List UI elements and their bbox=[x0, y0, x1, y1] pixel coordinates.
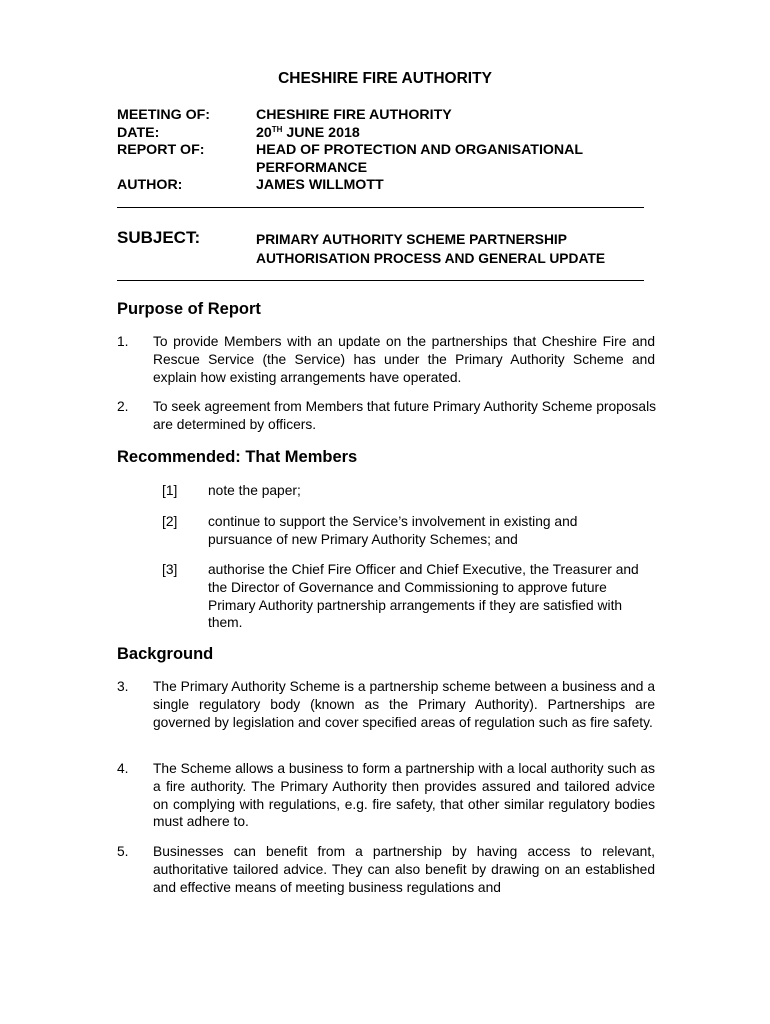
meta-value-author: JAMES WILLMOTT bbox=[256, 177, 384, 193]
recommendation-text: authorise the Chief Fire Officer and Chief Executive, the Treasurer and the Director of Governance and Commissioning to approve future Primary Authority partnership arrangements if they are satisfied with them. bbox=[208, 562, 639, 631]
paragraph-number: 5. bbox=[117, 844, 129, 859]
recommendation-number: [3] bbox=[162, 562, 178, 577]
recommendation-text: note the paper; bbox=[208, 483, 301, 498]
recommendation-text: continue to support the Service’s involvement in existing and pursuance of new Primary Authority Schemes; and bbox=[208, 514, 578, 547]
date-month-year: JUNE 2018 bbox=[282, 124, 360, 141]
meta-label-report: REPORT OF: bbox=[117, 142, 205, 158]
paragraph-number: 3. bbox=[117, 679, 129, 694]
divider-top bbox=[117, 207, 644, 208]
paragraph-text: To seek agreement from Members that future Primary Authority Scheme proposals are determined by officers. bbox=[153, 399, 657, 432]
background-heading: Background bbox=[117, 645, 214, 663]
paragraph-number: 2. bbox=[117, 399, 129, 414]
paragraph-text: The Scheme allows a business to form a partnership with a local authority such as a fire authority. The Primary Authority then provides assured and tailored advice on complying with regulations, e.g. fire safety, that other similar regulatory bodies must adhere to. bbox=[153, 761, 655, 830]
meta-value-date bbox=[256, 125, 656, 143]
meta-label-meeting: MEETING OF: bbox=[117, 107, 211, 123]
paragraph-text: To provide Members with an update on the partnerships that Cheshire Fire and Rescue Service (the Service) has under the Primary Authority Scheme and explain how existing arrangements have operated. bbox=[153, 334, 655, 385]
date-ordinal: TH bbox=[271, 124, 283, 134]
meta-label-author: AUTHOR: bbox=[117, 177, 183, 193]
paragraph-number: 4. bbox=[117, 761, 129, 776]
subject-value: PRIMARY AUTHORITY SCHEME PARTNERSHIP AUTHORISATION PROCESS AND GENERAL UPDATE bbox=[256, 232, 606, 266]
meta-value-meeting: CHESHIRE FIRE AUTHORITY bbox=[256, 107, 452, 123]
purpose-heading: Purpose of Report bbox=[117, 300, 261, 318]
paragraph-number: 1. bbox=[117, 334, 129, 349]
subject-label: SUBJECT: bbox=[117, 228, 201, 247]
recommendation-number: [2] bbox=[162, 514, 178, 529]
recommendation-number: [1] bbox=[162, 483, 178, 498]
meta-value-report: HEAD OF PROTECTION AND ORGANISATIONAL PERFORMANCE bbox=[256, 142, 583, 176]
recommended-heading: Recommended: That Members bbox=[117, 448, 358, 466]
paragraph-text: Businesses can benefit from a partnership by having access to relevant, authoritative tailored advice. They can also benefit by drawing on an established and effective means of meeting business regulations and bbox=[153, 844, 655, 895]
date-day: 20 bbox=[256, 124, 272, 141]
meta-label-date: DATE: bbox=[117, 124, 160, 141]
paragraph-text: The Primary Authority Scheme is a partnership scheme between a business and a single regulatory body (known as the Primary Authority). Partnerships are governed by legislation and cover specified areas of regulation such as fire safety. bbox=[153, 679, 655, 730]
document-title: CHESHIRE FIRE AUTHORITY bbox=[278, 70, 492, 87]
divider-bottom bbox=[117, 280, 644, 281]
